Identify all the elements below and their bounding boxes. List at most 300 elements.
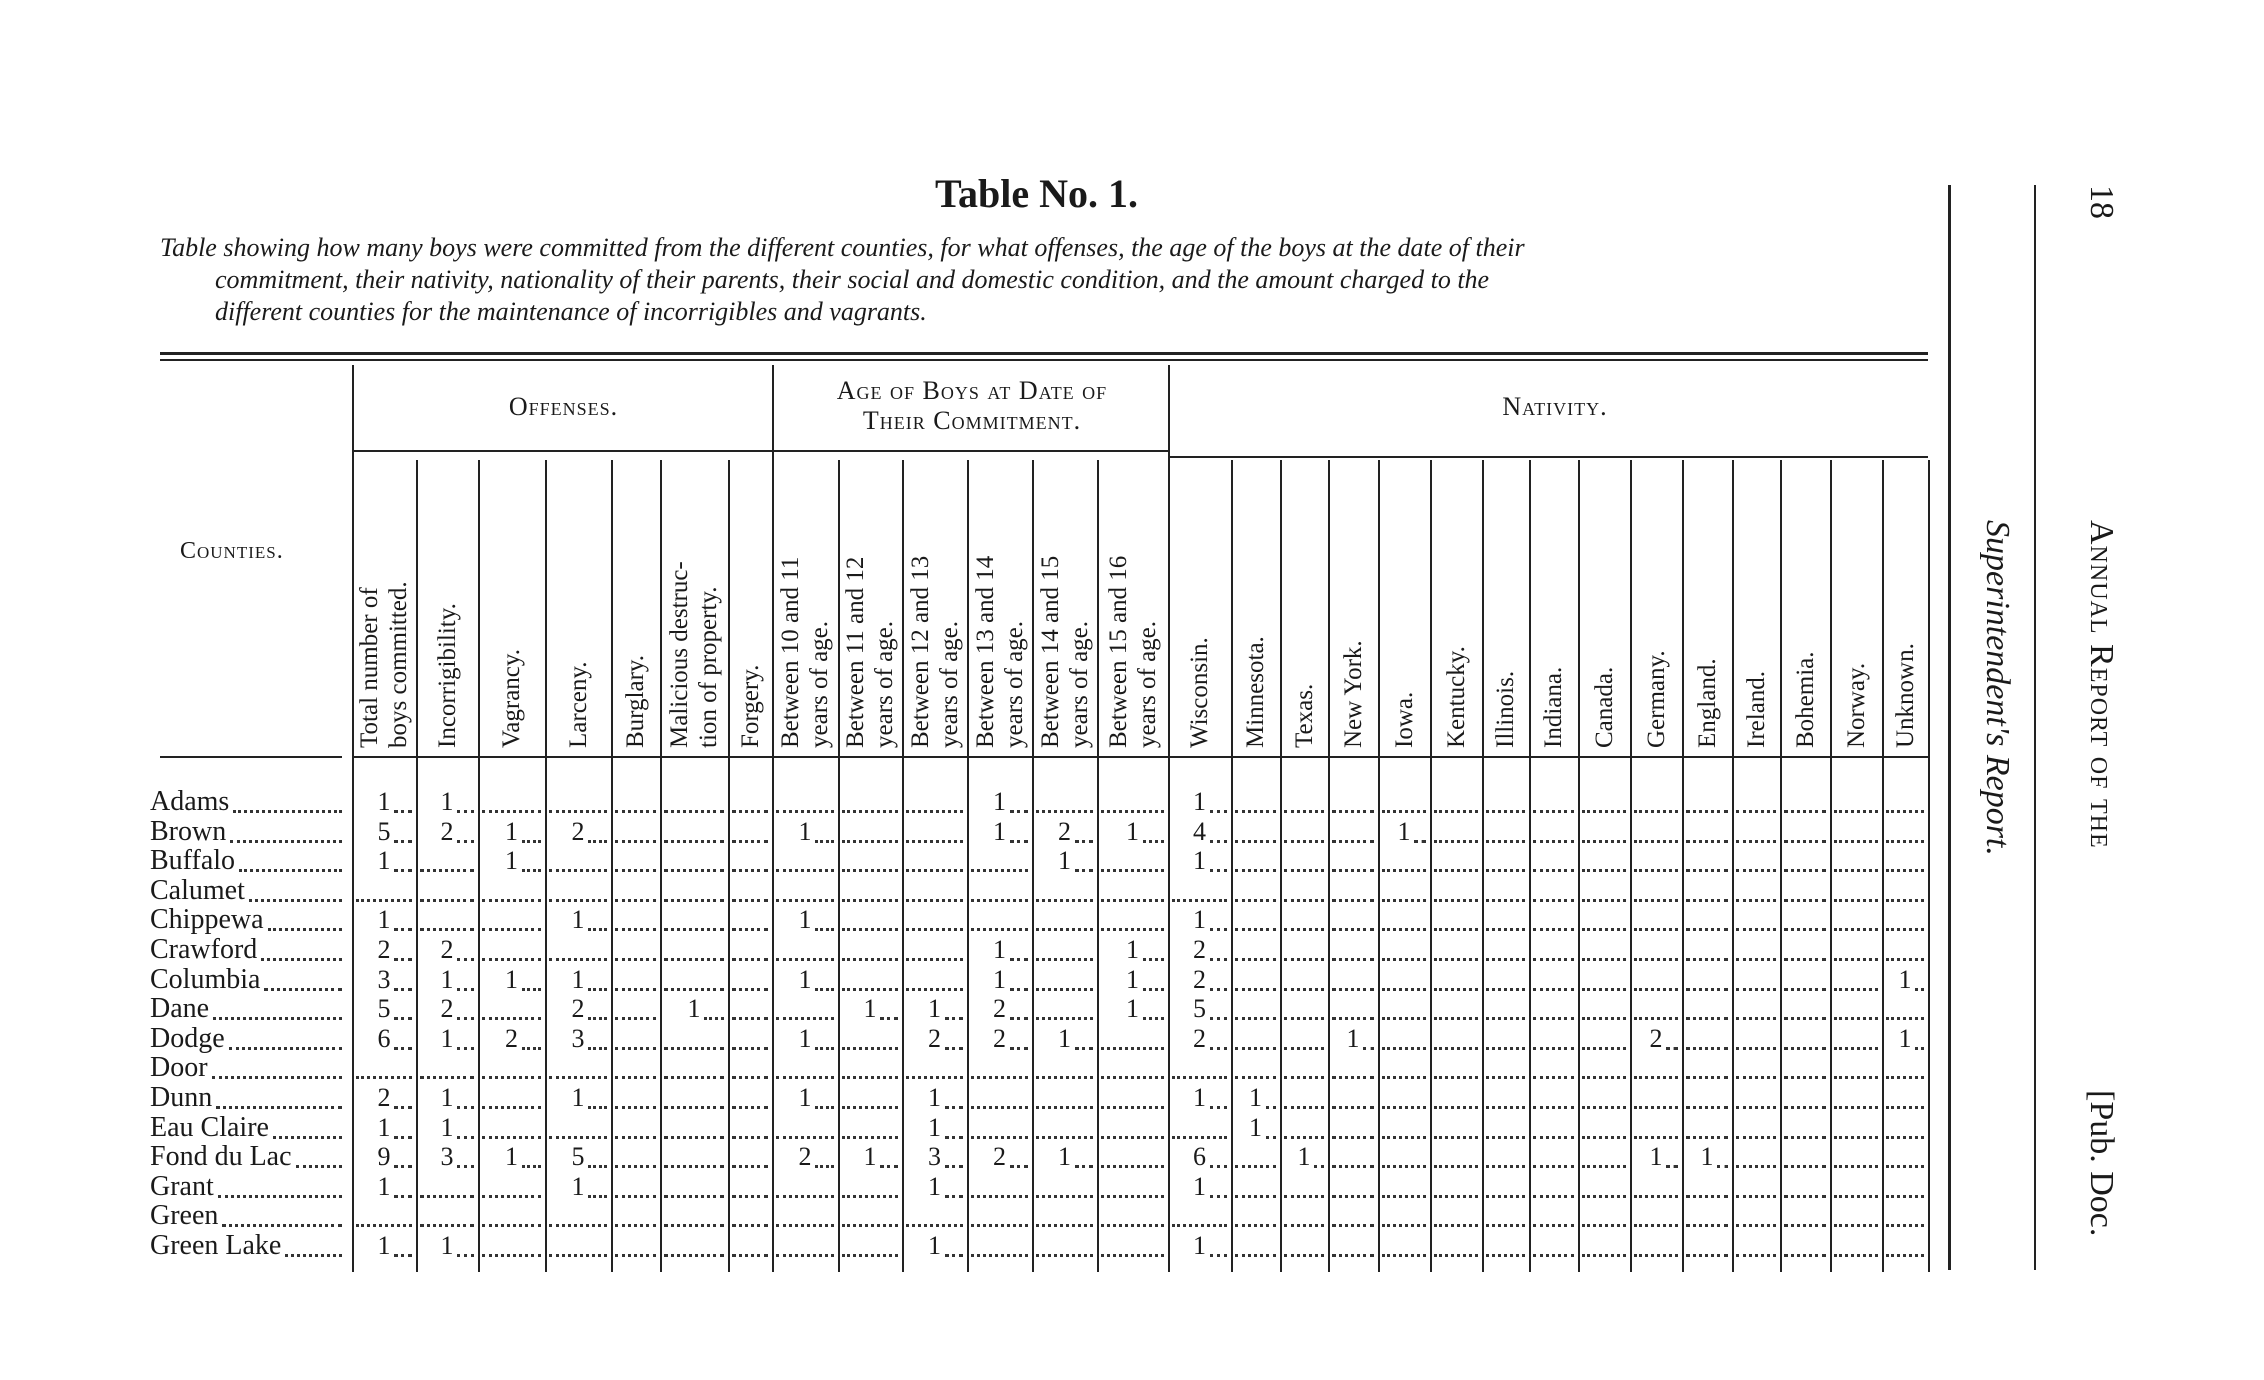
empty-cell-dots [1784, 1076, 1826, 1079]
empty-cell-dots [482, 1076, 541, 1079]
cell-leader-dots [1266, 1106, 1277, 1109]
column-header-5-line-1: tion of property. [695, 586, 722, 748]
cell-leader-dots [522, 1165, 542, 1168]
cell-leader-dots [588, 1106, 607, 1109]
cell-leader-dots [1210, 1106, 1228, 1109]
empty-cell-dots [1686, 1254, 1728, 1257]
cell-leader-dots [394, 840, 412, 843]
empty-cell-dots [1834, 869, 1878, 872]
empty-cell-dots [1101, 1106, 1164, 1109]
empty-cell-dots [776, 1136, 834, 1139]
cell-leader-dots [945, 1165, 964, 1168]
table-cell: 1 [1700, 1142, 1714, 1172]
table-row [150, 845, 235, 877]
empty-cell-dots [1582, 1017, 1626, 1020]
table-cell: 3 [928, 1142, 941, 1172]
column-rule-27 [1882, 460, 1884, 1272]
cell-leader-dots [945, 1195, 964, 1198]
section-title: Superintendent's Report. [1979, 520, 2016, 856]
empty-cell-dots [1172, 1136, 1227, 1139]
empty-cell-dots [1834, 899, 1878, 902]
empty-cell-dots [1784, 1136, 1826, 1139]
empty-cell-dots [1284, 928, 1324, 931]
cell-leader-dots [1010, 988, 1029, 991]
table-cell: 1 [928, 1231, 941, 1260]
empty-cell-dots [1634, 958, 1678, 961]
empty-cell-dots [549, 1224, 607, 1227]
county-name: Calumet [150, 874, 245, 906]
table-cell: 1 [863, 1142, 877, 1172]
empty-cell-dots [664, 928, 724, 931]
cell-leader-dots [394, 1254, 412, 1257]
column-rule-12 [1097, 460, 1099, 1272]
empty-cell-dots [1784, 988, 1826, 991]
cell-leader-dots [394, 1195, 412, 1198]
table-cell: 2 [1649, 1023, 1663, 1053]
empty-cell-dots [1582, 1254, 1626, 1257]
empty-cell-dots [1036, 1224, 1093, 1227]
empty-cell-dots [1533, 1254, 1574, 1257]
column-header-0-line-1: boys committed. [385, 581, 412, 748]
table-cell: 2 [1193, 1023, 1206, 1053]
empty-cell-dots [732, 1106, 768, 1109]
empty-cell-dots [1235, 899, 1276, 902]
empty-cell-dots [776, 1076, 834, 1079]
column-header-4-line-0: Burglary. [622, 654, 649, 748]
column-header-27 [1891, 468, 1920, 748]
cell-leader-dots [1010, 1165, 1029, 1168]
table-cell: 2 [798, 1142, 812, 1172]
table-cell: 2 [377, 935, 391, 964]
empty-cell-dots [1533, 1165, 1574, 1168]
table-row [150, 786, 229, 818]
column-header-13-line-0: Wisconsin. [1186, 637, 1213, 748]
page-title: Table No. 1. [935, 171, 1139, 216]
empty-cell-dots [1736, 810, 1776, 813]
empty-cell-dots [1736, 1254, 1776, 1257]
column-header-19 [1491, 468, 1520, 748]
cell-leader-dots [394, 928, 412, 931]
empty-cell-dots [732, 1136, 768, 1139]
table-cell: 1 [928, 1083, 941, 1112]
column-header-8 [841, 468, 899, 748]
empty-cell-dots [776, 899, 834, 902]
empty-cell-dots [420, 1224, 474, 1227]
empty-cell-dots [1382, 958, 1426, 961]
table-cell: 1 [505, 846, 518, 876]
table-cell: 1 [1126, 816, 1139, 846]
empty-cell-dots [1834, 988, 1878, 991]
empty-cell-dots [1686, 958, 1728, 961]
column-header-0-line-0: Total number of [356, 587, 383, 748]
empty-cell-dots [1533, 1047, 1574, 1050]
column-header-2 [497, 468, 526, 748]
empty-cell-dots [1886, 1224, 1924, 1227]
cell-leader-dots [1666, 1047, 1678, 1050]
empty-cell-dots [1533, 1106, 1574, 1109]
empty-cell-dots [1434, 1076, 1478, 1079]
cell-leader-dots [394, 810, 412, 813]
table-cell: 2 [505, 1023, 518, 1053]
cell-leader-dots [522, 1047, 542, 1050]
table-cell: 1 [1346, 1023, 1360, 1053]
county-name: Columbia [150, 963, 261, 995]
empty-cell-dots [1686, 1224, 1728, 1227]
empty-cell-dots [732, 958, 768, 961]
empty-cell-dots [1382, 899, 1426, 902]
county-name: Brown [150, 815, 227, 847]
empty-cell-dots [1886, 1195, 1924, 1198]
empty-cell-dots [1736, 928, 1776, 931]
empty-cell-dots [1486, 1195, 1525, 1198]
empty-cell-dots [1533, 928, 1574, 931]
table-cell: 1 [993, 787, 1006, 816]
empty-cell-dots [842, 1136, 898, 1139]
table-cell: 3 [377, 964, 391, 994]
empty-cell-dots [1634, 840, 1678, 843]
column-header-25-line-0: Bohemia. [1791, 651, 1819, 748]
empty-cell-dots [1284, 1017, 1324, 1020]
empty-cell-dots [971, 928, 1028, 931]
empty-cell-dots [1736, 1165, 1776, 1168]
empty-cell-dots [1382, 988, 1426, 991]
county-name: Adams [150, 786, 230, 817]
empty-cell-dots [1533, 810, 1574, 813]
cell-leader-dots [1143, 958, 1165, 961]
table-row [150, 1112, 269, 1144]
caption-line-1: Table showing how many boys were committed from the different counties, for what offenses, the age of the boys at the date of their [160, 233, 1525, 262]
empty-cell-dots [776, 1254, 834, 1257]
empty-cell-dots [1235, 1224, 1276, 1227]
empty-cell-dots [1582, 958, 1626, 961]
cell-leader-dots [1210, 810, 1228, 813]
empty-cell-dots [664, 1047, 724, 1050]
table-cell: 2 [1193, 964, 1206, 994]
empty-cell-dots [1382, 810, 1426, 813]
county-leader-dots [296, 1165, 342, 1168]
empty-cell-dots [1834, 1195, 1878, 1198]
empty-cell-dots [1736, 1047, 1776, 1050]
empty-cell-dots [842, 840, 898, 843]
cell-leader-dots [945, 1047, 964, 1050]
empty-cell-dots [615, 1017, 656, 1020]
table-cell: 1 [505, 964, 518, 994]
table-cell: 2 [1193, 935, 1206, 964]
table-cell: 2 [993, 1023, 1006, 1053]
column-rule-25 [1780, 460, 1782, 1272]
empty-cell-dots [615, 869, 656, 872]
empty-cell-dots [1634, 928, 1678, 931]
table-row [150, 993, 209, 1025]
header-bottom-rule [160, 756, 342, 758]
county-leader-dots [216, 1106, 342, 1109]
caption-line-3: different counties for the maintenance of incorrigibles and vagrants. [215, 297, 927, 326]
county-name: Green [150, 1200, 219, 1232]
column-header-10-line-0: Between 13 and 14 [971, 555, 999, 748]
empty-cell-dots [732, 1254, 768, 1257]
empty-cell-dots [664, 958, 724, 961]
column-rule-19 [1482, 460, 1484, 1272]
empty-cell-dots [906, 840, 963, 843]
county-name: Green Lake [150, 1230, 282, 1261]
cell-leader-dots [945, 1106, 964, 1109]
empty-cell-dots [482, 1106, 541, 1109]
empty-cell-dots [906, 1076, 963, 1079]
table-row [150, 1052, 208, 1084]
page-number: 18 [2083, 185, 2120, 219]
empty-cell-dots [1736, 1224, 1776, 1227]
empty-cell-dots [776, 1195, 834, 1198]
table-cell: 1 [1193, 846, 1206, 876]
empty-cell-dots [1434, 1195, 1478, 1198]
cell-leader-dots [394, 958, 412, 961]
column-header-14-line-0: Minnesota. [1242, 636, 1269, 748]
cell-leader-dots [815, 1165, 834, 1168]
pub-doc-label: [Pub. Doc. [2083, 1090, 2120, 1237]
empty-cell-dots [1284, 958, 1324, 961]
empty-cell-dots [1634, 1224, 1678, 1227]
empty-cell-dots [842, 1106, 898, 1109]
column-rule-7 [772, 365, 774, 1272]
county-leader-dots [239, 869, 342, 872]
cell-leader-dots [815, 928, 834, 931]
column-rule-3 [545, 460, 547, 1272]
cell-leader-dots [588, 1165, 607, 1168]
empty-cell-dots [1784, 958, 1826, 961]
empty-cell-dots [842, 1254, 898, 1257]
empty-cell-dots [664, 840, 724, 843]
empty-cell-dots [549, 899, 607, 902]
table-cell: 1 [571, 1171, 585, 1201]
empty-cell-dots [1582, 1195, 1626, 1198]
empty-cell-dots [664, 1136, 724, 1139]
table-cell: 1 [1193, 787, 1206, 816]
cell-leader-dots [1210, 1047, 1228, 1050]
empty-cell-dots [1784, 1017, 1826, 1020]
empty-cell-dots [482, 810, 541, 813]
empty-cell-dots [906, 899, 963, 902]
table-cell: 1 [1649, 1142, 1663, 1172]
empty-cell-dots [1634, 899, 1678, 902]
empty-cell-dots [1736, 840, 1776, 843]
empty-cell-dots [1486, 1017, 1525, 1020]
counties-header: Counties. [180, 538, 284, 564]
empty-cell-dots [776, 1224, 834, 1227]
group-underline-nativity [1168, 456, 1928, 458]
column-rule-10 [967, 460, 969, 1272]
empty-cell-dots [776, 958, 834, 961]
county-leader-dots [233, 810, 342, 813]
empty-cell-dots [1434, 958, 1478, 961]
empty-cell-dots [1886, 928, 1924, 931]
empty-cell-dots [549, 1254, 607, 1257]
column-header-27-line-0: Unknown. [1891, 643, 1919, 748]
empty-cell-dots [1235, 1165, 1276, 1168]
cell-leader-dots [1210, 988, 1228, 991]
table-cell: 1 [1249, 1083, 1262, 1112]
empty-cell-dots [1486, 1165, 1525, 1168]
empty-cell-dots [1235, 869, 1276, 872]
empty-cell-dots [1736, 1076, 1776, 1079]
empty-cell-dots [906, 869, 963, 872]
empty-cell-dots [1235, 1047, 1276, 1050]
empty-cell-dots [1634, 1076, 1678, 1079]
empty-cell-dots [420, 869, 474, 872]
empty-cell-dots [1784, 1224, 1826, 1227]
empty-cell-dots [1784, 1047, 1826, 1050]
empty-cell-dots [1834, 1165, 1878, 1168]
empty-cell-dots [482, 1254, 541, 1257]
table-cell: 1 [798, 964, 812, 994]
county-leader-dots [273, 1136, 342, 1139]
empty-cell-dots [842, 899, 898, 902]
empty-cell-dots [732, 1047, 768, 1050]
column-header-26 [1842, 468, 1871, 748]
column-rule-23 [1682, 460, 1684, 1272]
empty-cell-dots [1101, 928, 1164, 931]
table-caption [160, 232, 1930, 328]
top-rule-2 [160, 359, 1928, 361]
empty-cell-dots [1036, 1195, 1093, 1198]
column-header-12-line-0: Between 15 and 16 [1104, 555, 1132, 748]
empty-cell-dots [1886, 810, 1924, 813]
empty-cell-dots [615, 810, 656, 813]
empty-cell-dots [1382, 1106, 1426, 1109]
empty-cell-dots [1834, 1017, 1878, 1020]
table-row [150, 1171, 214, 1203]
empty-cell-dots [1533, 899, 1574, 902]
empty-cell-dots [1634, 1195, 1678, 1198]
empty-cell-dots [664, 1254, 724, 1257]
cell-leader-dots [457, 958, 474, 961]
column-header-9 [906, 468, 964, 748]
column-header-8-line-0: Between 11 and 12 [842, 556, 869, 748]
group-underline-offenses [352, 450, 772, 452]
column-header-23-line-0: England. [1693, 658, 1721, 748]
empty-cell-dots [1634, 869, 1678, 872]
empty-cell-dots [1634, 810, 1678, 813]
empty-cell-dots [971, 1136, 1028, 1139]
table-cell: 9 [377, 1142, 391, 1172]
cell-leader-dots [1010, 1047, 1029, 1050]
caption-line-2: commitment, their nativity, nationality of their parents, their social and domestic condition, and the amount charged to the [215, 265, 1490, 294]
table-cell: 1 [1193, 1171, 1206, 1201]
empty-cell-dots [549, 810, 607, 813]
empty-cell-dots [615, 1047, 656, 1050]
empty-cell-dots [615, 840, 656, 843]
table-row [150, 875, 245, 907]
column-rule-16 [1328, 460, 1330, 1272]
cell-leader-dots [1143, 1017, 1165, 1020]
empty-cell-dots [906, 988, 963, 991]
cell-leader-dots [394, 1106, 412, 1109]
empty-cell-dots [615, 928, 656, 931]
empty-cell-dots [1172, 1224, 1227, 1227]
column-rule-20 [1529, 460, 1531, 1272]
table-cell: 1 [928, 1171, 941, 1201]
empty-cell-dots [1284, 988, 1324, 991]
cell-leader-dots [1210, 869, 1228, 872]
empty-cell-dots [482, 899, 541, 902]
empty-cell-dots [1736, 1106, 1776, 1109]
cell-leader-dots [1075, 1165, 1094, 1168]
empty-cell-dots [664, 1224, 724, 1227]
empty-cell-dots [1686, 1106, 1728, 1109]
column-header-18-line-0: Kentucky. [1442, 646, 1470, 748]
cell-leader-dots [1915, 988, 1924, 991]
cell-leader-dots [945, 1136, 964, 1139]
table-cell: 1 [440, 1231, 454, 1260]
empty-cell-dots [615, 958, 656, 961]
empty-cell-dots [1834, 1076, 1878, 1079]
column-rule-14 [1231, 460, 1233, 1272]
column-rule-22 [1630, 460, 1632, 1272]
table-cell: 1 [1898, 1023, 1912, 1053]
cell-leader-dots [1143, 840, 1165, 843]
empty-cell-dots [1332, 869, 1374, 872]
empty-cell-dots [1533, 988, 1574, 991]
empty-cell-dots [1284, 1076, 1324, 1079]
empty-cell-dots [1784, 899, 1826, 902]
table-cell: 1 [1297, 1142, 1311, 1172]
table-cell: 4 [1193, 816, 1206, 846]
cell-leader-dots [945, 1017, 964, 1020]
empty-cell-dots [1533, 869, 1574, 872]
empty-cell-dots [842, 1047, 898, 1050]
empty-cell-dots [1101, 869, 1164, 872]
empty-cell-dots [356, 1076, 412, 1079]
empty-cell-dots [1101, 1254, 1164, 1257]
empty-cell-dots [1686, 928, 1728, 931]
cell-leader-dots [815, 988, 834, 991]
empty-cell-dots [1332, 1165, 1374, 1168]
cell-leader-dots [1010, 840, 1029, 843]
column-rule-24 [1732, 460, 1734, 1272]
column-rule-4 [611, 460, 613, 1272]
cell-leader-dots [1010, 958, 1029, 961]
empty-cell-dots [1634, 1136, 1678, 1139]
empty-cell-dots [1886, 1017, 1924, 1020]
cell-leader-dots [457, 1017, 474, 1020]
empty-cell-dots [1382, 1076, 1426, 1079]
empty-cell-dots [482, 1224, 541, 1227]
column-header-22 [1642, 468, 1671, 748]
empty-cell-dots [906, 810, 963, 813]
column-rule-28 [1928, 460, 1930, 1272]
header-bottom-rule-cols [352, 756, 1928, 758]
table-cell: 1 [440, 787, 454, 816]
county-leader-dots [249, 899, 342, 902]
empty-cell-dots [1582, 1076, 1626, 1079]
empty-cell-dots [971, 1076, 1028, 1079]
empty-cell-dots [1784, 1254, 1826, 1257]
empty-cell-dots [1686, 1076, 1728, 1079]
empty-cell-dots [482, 1136, 541, 1139]
empty-cell-dots [1235, 1017, 1276, 1020]
empty-cell-dots [971, 899, 1028, 902]
table-cell: 2 [1058, 816, 1071, 846]
cell-leader-dots [1314, 1165, 1324, 1168]
empty-cell-dots [1036, 810, 1093, 813]
table-cell: 1 [1898, 964, 1912, 994]
empty-cell-dots [1486, 1136, 1525, 1139]
column-header-17-line-0: Iowa. [1390, 691, 1418, 748]
empty-cell-dots [1382, 1047, 1426, 1050]
empty-cell-dots [1284, 899, 1324, 902]
empty-cell-dots [1235, 988, 1276, 991]
empty-cell-dots [1284, 1224, 1324, 1227]
empty-cell-dots [482, 958, 541, 961]
